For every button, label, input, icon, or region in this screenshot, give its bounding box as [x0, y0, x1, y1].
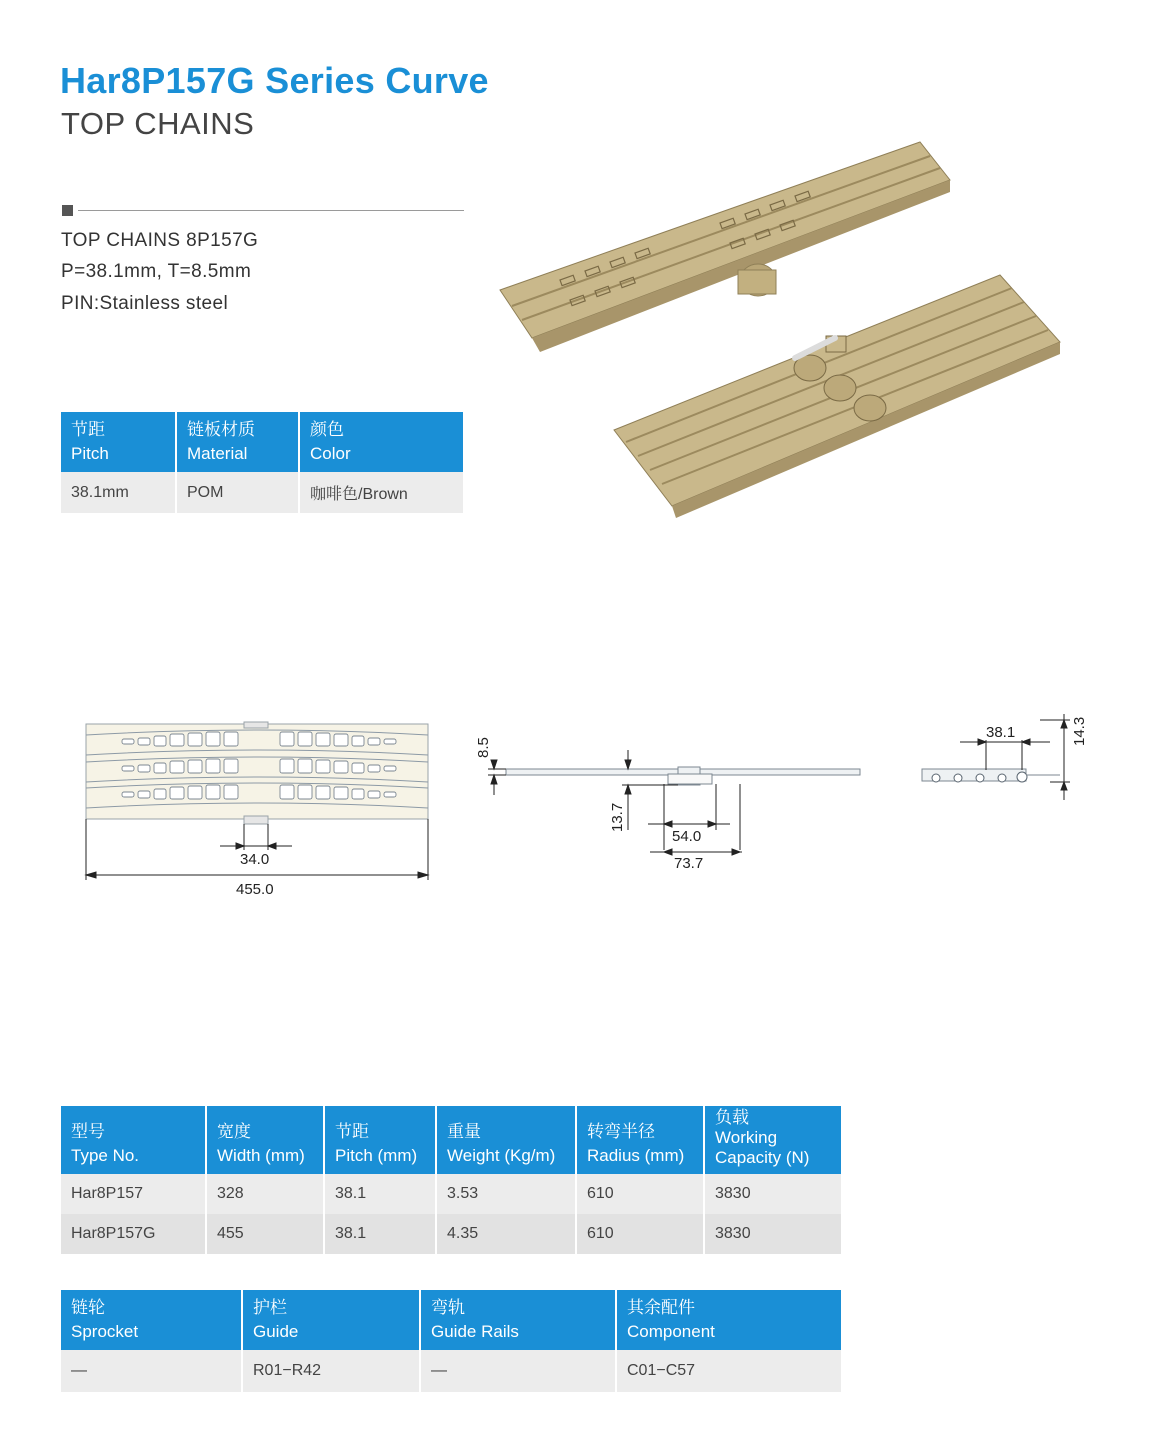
cell-sprocket: — — [61, 1350, 241, 1392]
chain-illustration — [490, 120, 1080, 520]
dim-pitch: 38.1 — [986, 724, 1016, 741]
cell-weight: 3.53 — [437, 1174, 575, 1214]
material-table — [59, 412, 465, 513]
header-radius: 转弯半径 Radius (mm) — [577, 1106, 703, 1174]
table-row — [61, 1214, 841, 1254]
dim-thickness: 8.5 — [475, 737, 492, 758]
header-guide-rails: 弯轨 Guide Rails — [421, 1290, 615, 1350]
header-color: 颜色 Color — [300, 412, 463, 472]
header-guide: 护栏 Guide — [243, 1290, 419, 1350]
cell-color: 咖啡色/Brown — [300, 472, 463, 513]
cell-pitch: 38.1 — [325, 1174, 435, 1214]
header-type: 型号 Type No. — [61, 1106, 205, 1174]
cell-component: C01−C57 — [617, 1350, 841, 1392]
header-pitch: 节距 Pitch — [61, 412, 175, 472]
top-view — [86, 722, 428, 898]
dim-outer-width: 73.7 — [674, 855, 704, 872]
dim-height: 14.3 — [1071, 716, 1088, 746]
dim-total-width: 455.0 — [236, 881, 274, 898]
header-width: 宽度 Width (mm) — [207, 1106, 323, 1174]
header-weight: 重量 Weight (Kg/m) — [437, 1106, 575, 1174]
chain-link-lower — [614, 275, 1060, 518]
cell-width: 455 — [207, 1214, 323, 1254]
cell-guide-rails: — — [421, 1350, 615, 1392]
cell-pitch: 38.1 — [325, 1214, 435, 1254]
chain-link-upper — [500, 142, 950, 352]
cell-capacity: 3830 — [705, 1214, 841, 1254]
side-view — [475, 737, 860, 872]
dim-inner-width: 54.0 — [672, 828, 702, 845]
section-bullet — [62, 205, 73, 216]
table-row — [61, 472, 463, 513]
header-pitch-mm: 节距 Pitch (mm) — [325, 1106, 435, 1174]
page-title: Har8P157G Series Curve — [60, 60, 489, 101]
header-material: 链板材质 Material — [177, 412, 298, 472]
technical-drawing — [60, 700, 1090, 900]
cell-width: 328 — [207, 1174, 323, 1214]
header-component: 其余配件 Component — [617, 1290, 841, 1350]
table-row — [61, 1350, 841, 1392]
cell-type: Har8P157G — [61, 1214, 205, 1254]
cell-weight: 4.35 — [437, 1214, 575, 1254]
table-row — [61, 1174, 841, 1214]
dim-slot-width: 34.0 — [240, 851, 270, 868]
cell-pitch: 38.1mm — [61, 472, 175, 513]
dim-hinge-height: 13.7 — [609, 802, 626, 832]
page-subtitle: TOP CHAINS — [61, 106, 255, 141]
spec-dimensions: P=38.1mm, T=8.5mm — [61, 261, 252, 282]
end-view — [922, 714, 1088, 800]
cell-capacity: 3830 — [705, 1174, 841, 1214]
spec-pin: PIN:Stainless steel — [61, 293, 229, 314]
section-divider — [78, 210, 464, 211]
header-sprocket: 链轮 Sprocket — [61, 1290, 241, 1350]
cell-material: POM — [177, 472, 298, 513]
cell-radius: 610 — [577, 1174, 703, 1214]
cell-guide: R01−R42 — [243, 1350, 419, 1392]
cell-radius: 610 — [577, 1214, 703, 1254]
accessory-table — [59, 1290, 843, 1392]
type-table — [59, 1106, 843, 1254]
spec-model: TOP CHAINS 8P157G — [61, 230, 259, 251]
header-capacity: 负载 Working Capacity (N) — [705, 1106, 841, 1174]
cell-type: Har8P157 — [61, 1174, 205, 1214]
